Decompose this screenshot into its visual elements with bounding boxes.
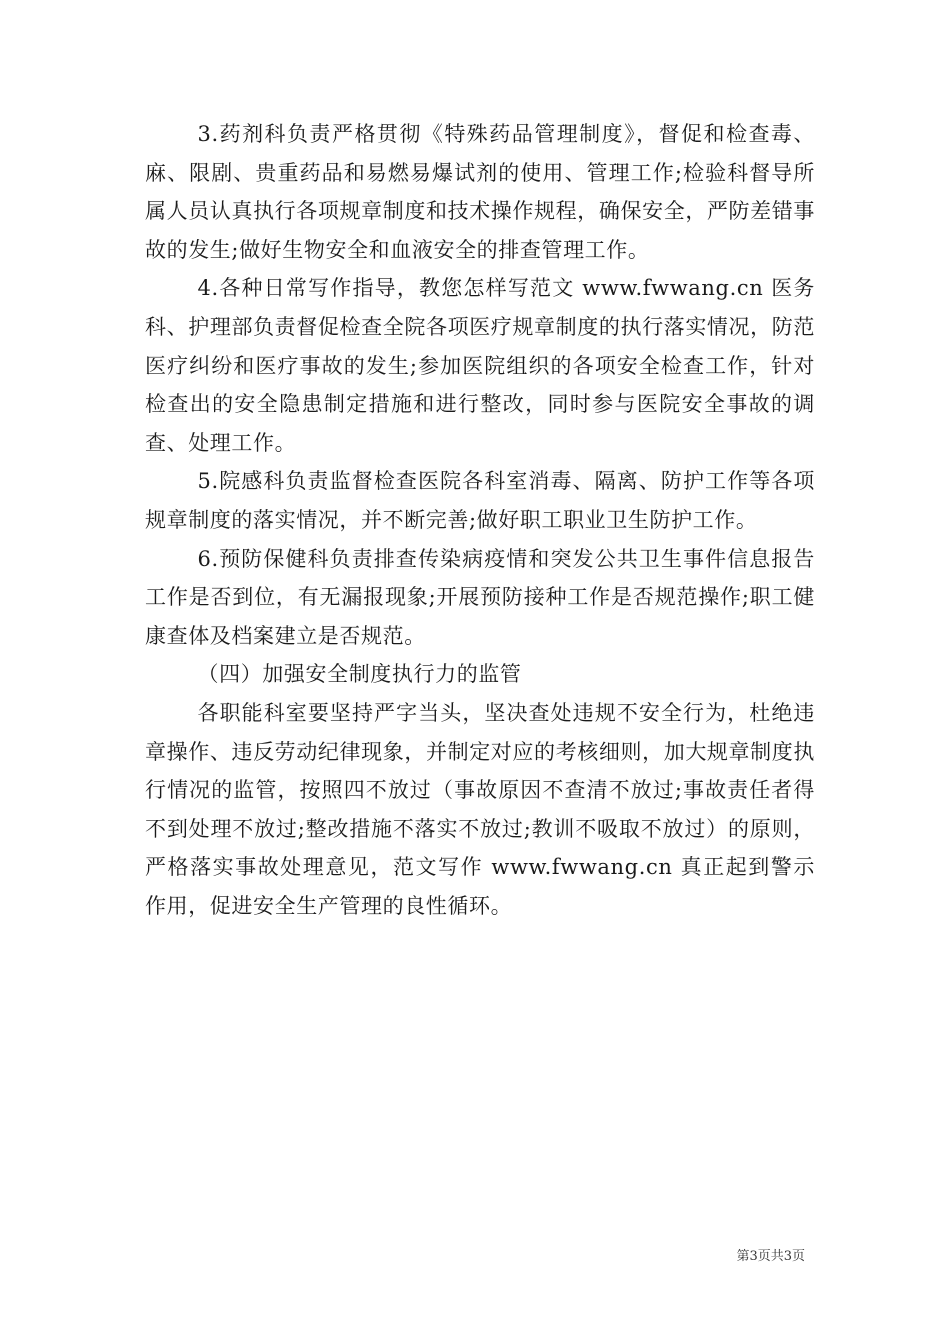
paragraph-item-4: 4.各种日常写作指导，教您怎样写范文 www.fwwang.cn 医务科、护理部负责督促检查全院各项医疗规章制度的执行落实情况，防范医疗纠纷和医疗事故的发生;参加医院组织的各项安全检查工作，针对检查出的安全隐患制定措施和进行整改，同时参与医院安全事故的调查、处理工作。 [145,276,815,455]
paragraph-item-3: 3.药剂科负责严格贯彻《特殊药品管理制度》，督促和检查毒、麻、限剧、贵重药品和易燃易爆试剂的使用、管理工作;检验科督导所属人员认真执行各项规章制度和技术操作规程，确保安全，严防差错事故的发生;做好生物安全和血液安全的排查管理工作。 [145,122,815,262]
paragraph-item-5: 5.院感科负责监督检查医院各科室消毒、隔离、防护工作等各项规章制度的落实情况，并不断完善;做好职工职业卫生防护工作。 [145,469,815,532]
page-number-footer: 第3页共3页 [736,1249,805,1264]
section-heading: （四）加强安全制度执行力的监管 [197,662,522,687]
closing-paragraph: 各职能科室要坚持严字当头，坚决查处违规不安全行为，杜绝违章操作、违反劳动纪律现象，并制定对应的考核细则，加大规章制度执行情况的监管，按照四不放过（事故原因不查清不放过;事故责任者得不到处理不放过;整改措施不落实不放过;教训不吸取不放过）的原则，严格落实事故处理意见，范文写作 www.fwwang.cn 真正起到警示作用，促进安全生产管理的良性循环。 [145,700,815,918]
paragraph-item-6: 6.预防保健科负责排查传染病疫情和突发公共卫生事件信息报告工作是否到位，有无漏报现象;开展预防接种工作是否规范操作;职工健康查体及档案建立是否规范。 [145,546,815,648]
document-body [145,115,815,925]
